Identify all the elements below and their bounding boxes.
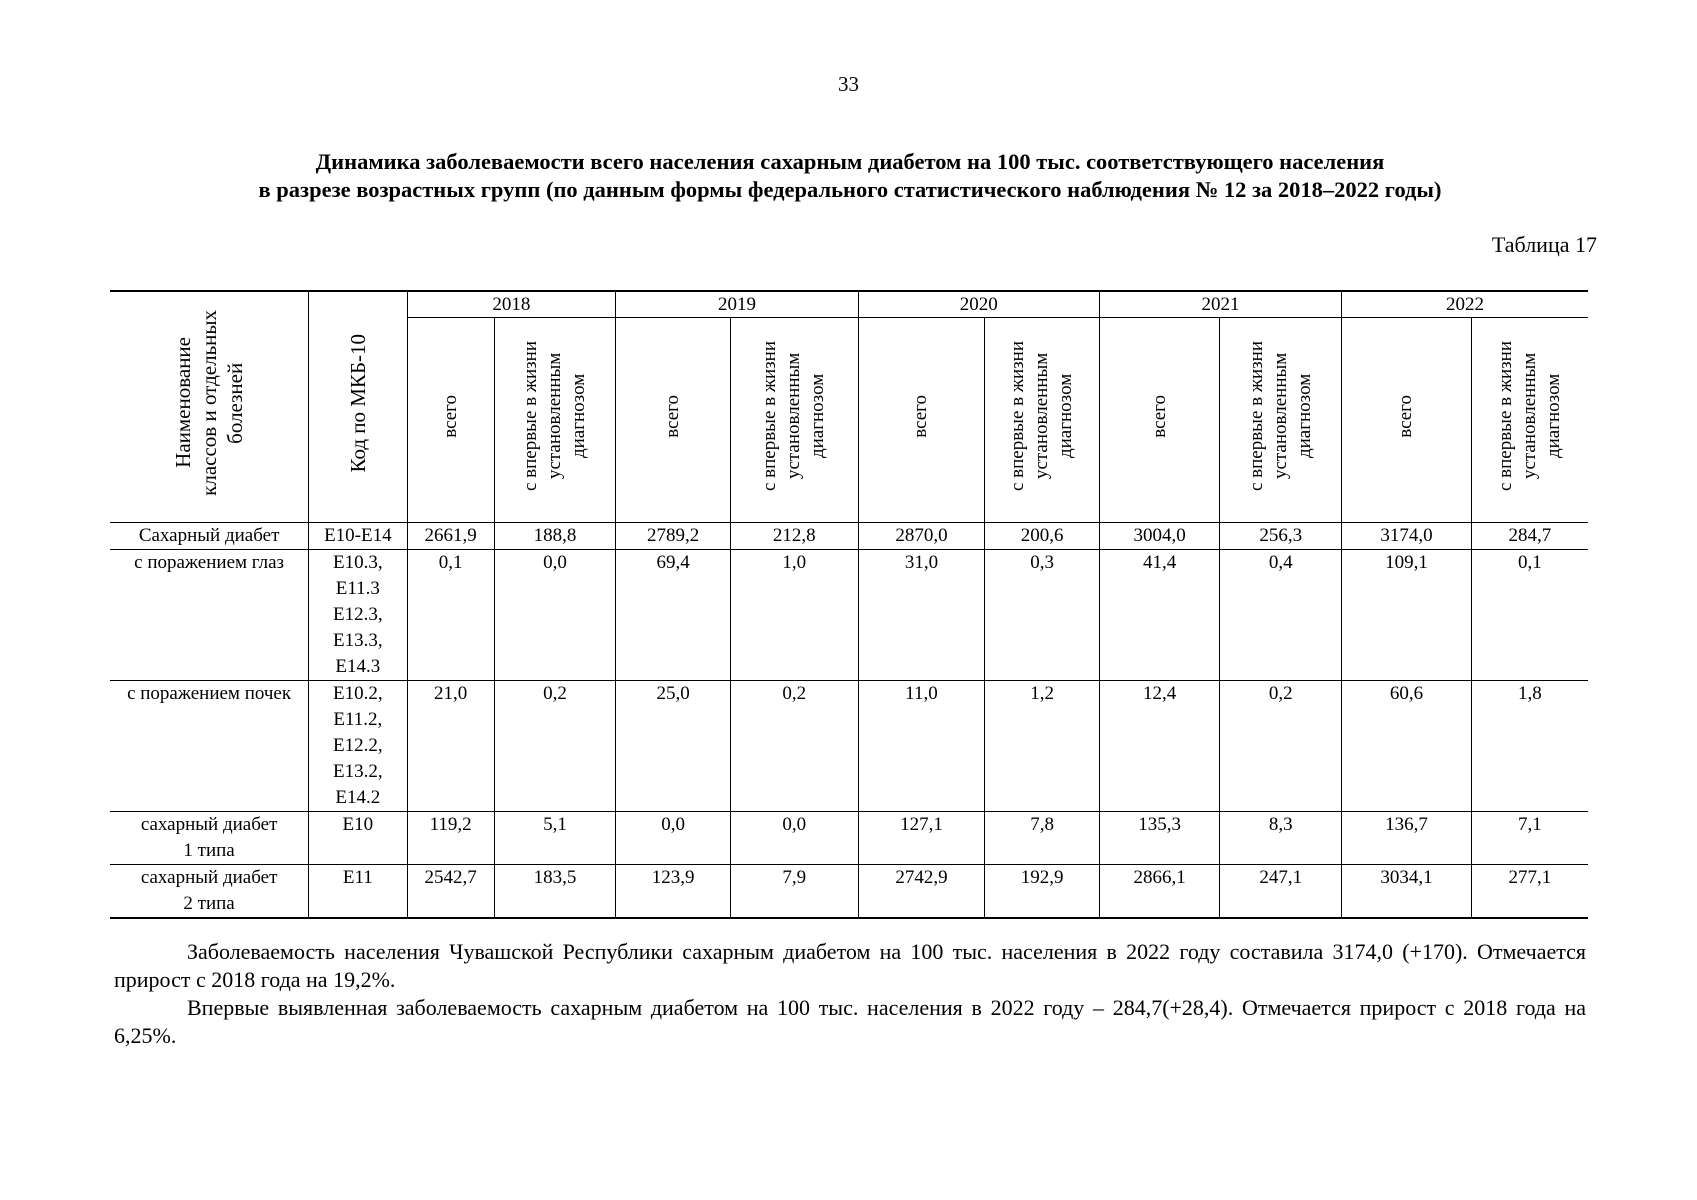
header-year: 2021 — [1099, 291, 1341, 318]
table-row — [110, 812, 1588, 865]
value-cell: 0,1 — [407, 550, 494, 681]
header-total: всего — [1342, 318, 1472, 523]
row-name: сахарный диабет 1 типа — [110, 812, 309, 865]
value-cell: 2742,9 — [858, 865, 985, 919]
value-cell: 247,1 — [1220, 865, 1342, 919]
value-cell: 1,0 — [730, 550, 858, 681]
header-first-diagnosed: с впервые в жизни установленным диагнозом — [1471, 318, 1588, 523]
table-row — [110, 523, 1588, 550]
value-cell: 135,3 — [1099, 812, 1220, 865]
value-cell: 183,5 — [494, 865, 616, 919]
value-cell: 25,0 — [616, 681, 731, 812]
table-label: Таблица 17 — [1491, 232, 1597, 257]
morbidity-table — [110, 290, 1588, 919]
value-cell: 0,1 — [1471, 550, 1588, 681]
value-cell: 0,0 — [616, 812, 731, 865]
value-cell: 31,0 — [858, 550, 985, 681]
value-cell: 11,0 — [858, 681, 985, 812]
row-code: Е11 — [309, 865, 407, 919]
header-first-diagnosed: с впервые в жизни установленным диагнозом — [494, 318, 616, 523]
paragraph: Заболеваемость населения Чувашской Республики сахарным диабетом на 100 тыс. населения в 2022 году составила 3174,0 (+170). Отмечается прирост с 2018 года на 19,2%. — [114, 939, 1586, 992]
value-cell: 2789,2 — [616, 523, 731, 550]
value-cell: 12,4 — [1099, 681, 1220, 812]
row-name: с поражением глаз — [110, 550, 309, 681]
value-cell: 2661,9 — [407, 523, 494, 550]
value-cell: 2866,1 — [1099, 865, 1220, 919]
value-cell: 123,9 — [616, 865, 731, 919]
body-text — [114, 938, 1586, 1050]
header-total: всего — [1099, 318, 1220, 523]
header-year: 2020 — [858, 291, 1099, 318]
value-cell: 2870,0 — [858, 523, 985, 550]
value-cell: 3174,0 — [1342, 523, 1472, 550]
value-cell: 7,8 — [985, 812, 1100, 865]
row-code: Е10-Е14 — [309, 523, 407, 550]
value-cell: 200,6 — [985, 523, 1100, 550]
table-row — [110, 865, 1588, 919]
value-cell: 256,3 — [1220, 523, 1342, 550]
title-line-1: Динамика заболеваемости всего населения сахарным диабетом на 100 тыс. соответствующего населения — [315, 149, 1385, 174]
value-cell: 212,8 — [730, 523, 858, 550]
value-cell: 0,2 — [730, 681, 858, 812]
row-code: Е10.3, Е11.3 Е12.3, Е13.3, Е14.3 — [309, 550, 407, 681]
value-cell: 7,9 — [730, 865, 858, 919]
row-name: с поражением почек — [110, 681, 309, 812]
value-cell: 0,2 — [1220, 681, 1342, 812]
header-year: 2019 — [616, 291, 858, 318]
header-first-diagnosed: с впервые в жизни установленным диагнозом — [985, 318, 1100, 523]
header-disease-name: Наименование классов и отдельных болезней — [110, 291, 309, 523]
header-icd-code: Код по МКБ-10 — [309, 291, 407, 523]
value-cell: 60,6 — [1342, 681, 1472, 812]
row-code: Е10 — [309, 812, 407, 865]
value-cell: 127,1 — [858, 812, 985, 865]
value-cell: 0,3 — [985, 550, 1100, 681]
row-name: Сахарный диабет — [110, 523, 309, 550]
page-number: 33 — [838, 72, 859, 96]
value-cell: 0,0 — [494, 550, 616, 681]
value-cell: 21,0 — [407, 681, 494, 812]
value-cell: 0,0 — [730, 812, 858, 865]
value-cell: 0,2 — [494, 681, 616, 812]
row-code: Е10.2, Е11.2, Е12.2, Е13.2, Е14.2 — [309, 681, 407, 812]
value-cell: 277,1 — [1471, 865, 1588, 919]
value-cell: 69,4 — [616, 550, 731, 681]
header-year: 2022 — [1342, 291, 1588, 318]
document-title — [110, 148, 1590, 204]
value-cell: 0,4 — [1220, 550, 1342, 681]
value-cell: 1,2 — [985, 681, 1100, 812]
table-row — [110, 550, 1588, 681]
header-total: всего — [616, 318, 731, 523]
table-row — [110, 681, 1588, 812]
value-cell: 3034,1 — [1342, 865, 1472, 919]
header-year: 2018 — [407, 291, 616, 318]
row-name: сахарный диабет 2 типа — [110, 865, 309, 919]
header-total: всего — [858, 318, 985, 523]
header-total: всего — [407, 318, 494, 523]
paragraph: Впервые выявленная заболеваемость сахарным диабетом на 100 тыс. населения в 2022 году – 284,7(+28,4). Отмечается прирост с 2018 года на 6,25%. — [114, 995, 1586, 1048]
header-first-diagnosed: с впервые в жизни установленным диагнозом — [730, 318, 858, 523]
value-cell: 7,1 — [1471, 812, 1588, 865]
header-first-diagnosed: с впервые в жизни установленным диагнозом — [1220, 318, 1342, 523]
value-cell: 3004,0 — [1099, 523, 1220, 550]
header-row-years — [110, 291, 1588, 318]
value-cell: 1,8 — [1471, 681, 1588, 812]
value-cell: 109,1 — [1342, 550, 1472, 681]
value-cell: 119,2 — [407, 812, 494, 865]
value-cell: 8,3 — [1220, 812, 1342, 865]
value-cell: 5,1 — [494, 812, 616, 865]
value-cell: 41,4 — [1099, 550, 1220, 681]
value-cell: 2542,7 — [407, 865, 494, 919]
value-cell: 136,7 — [1342, 812, 1472, 865]
value-cell: 192,9 — [985, 865, 1100, 919]
value-cell: 284,7 — [1471, 523, 1588, 550]
value-cell: 188,8 — [494, 523, 616, 550]
title-line-2: в разрезе возрастных групп (по данным формы федерального статистического наблюдения № 12 за 2018–2022 годы) — [258, 177, 1442, 202]
